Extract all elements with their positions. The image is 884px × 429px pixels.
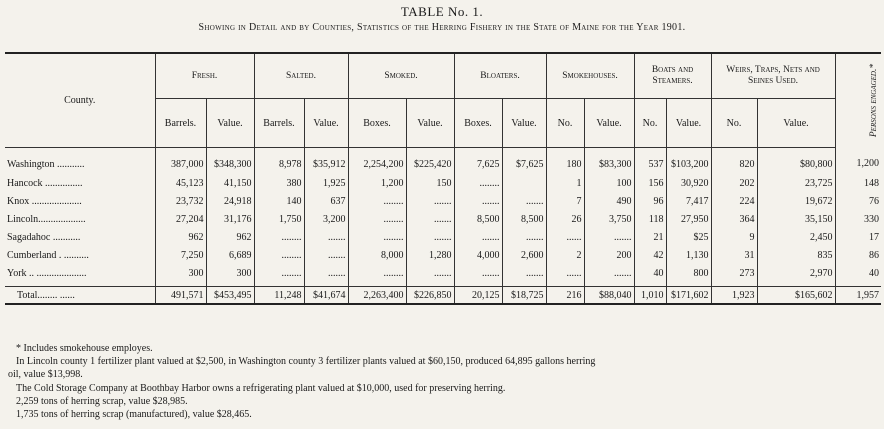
table-cell: 2,254,200 [348, 148, 406, 175]
total-cell: 216 [546, 287, 584, 305]
table-cell: 40 [634, 264, 666, 287]
total-cell: $88,040 [584, 287, 634, 305]
table-cell: ....... [584, 264, 634, 287]
table-cell: ....... [406, 228, 454, 246]
table-cell: 330 [835, 210, 881, 228]
group-header-boats: Boats and Steamers. [634, 53, 711, 99]
table-cell: ........ [454, 174, 502, 192]
table-cell: 300 [206, 264, 254, 287]
total-cell: $18,725 [502, 287, 546, 305]
table-cell: 31,176 [206, 210, 254, 228]
table-cell: 835 [757, 246, 835, 264]
table-cell: 100 [584, 174, 634, 192]
table-cell: 27,204 [155, 210, 206, 228]
table-cell: 45,123 [155, 174, 206, 192]
table-cell: 1,925 [304, 174, 348, 192]
total-cell: 1,923 [711, 287, 757, 305]
table-cell: ....... [406, 264, 454, 287]
table-cell: 273 [711, 264, 757, 287]
total-cell: 2,263,400 [348, 287, 406, 305]
persons-header [835, 53, 881, 148]
table-cell: 820 [711, 148, 757, 175]
table-cell: 180 [546, 148, 584, 175]
table-cell: 23,725 [757, 174, 835, 192]
table-cell: 7,625 [454, 148, 502, 175]
table-cell: 31 [711, 246, 757, 264]
table-cell: 3,200 [304, 210, 348, 228]
table-cell: 7 [546, 192, 584, 210]
table-row [5, 174, 881, 192]
table-cell: 380 [254, 174, 304, 192]
county-name: Hancock ............... [7, 177, 83, 189]
herring-statistics-table [5, 52, 881, 305]
table-subtitle: Showing in Detail and by Counties, Statistics of the Herring Fishery in the State of Maine for the Year 1901. [198, 22, 686, 33]
table-cell: ....... [304, 246, 348, 264]
table-cell: 40 [835, 264, 881, 287]
table-cell: ........ [254, 246, 304, 264]
table-cell: 7,417 [666, 192, 711, 210]
table-cell: $103,200 [666, 148, 711, 175]
table-cell: 96 [634, 192, 666, 210]
table-cell: 8,978 [254, 148, 304, 175]
header-group-row [5, 53, 881, 99]
table-cell: 6,689 [206, 246, 254, 264]
table-cell: ...... [546, 228, 584, 246]
table-cell: 2,600 [502, 246, 546, 264]
table-cell: $348,300 [206, 148, 254, 175]
table-cell: 26 [546, 210, 584, 228]
table-cell [502, 174, 546, 192]
county-name: York .. .................... [7, 267, 87, 279]
col-header: Value. [666, 99, 711, 148]
total-label: Total........ ...... [5, 287, 155, 305]
table-cell: $25 [666, 228, 711, 246]
table-cell: ........ [348, 228, 406, 246]
group-header-smoked: Smoked. [348, 53, 454, 99]
footnote: The Cold Storage Company at Boothbay Harbor owns a refrigerating plant valued at $10,000, used for preserving herring. [16, 382, 506, 394]
table-cell: ....... [304, 228, 348, 246]
col-header: Boxes. [348, 99, 406, 148]
total-cell: $453,495 [206, 287, 254, 305]
group-header-weirs: Weirs, Traps, Nets and Seines Used. [711, 53, 835, 99]
total-cell: $171,602 [666, 287, 711, 305]
group-header-bloaters: Bloaters. [454, 53, 546, 99]
col-header: Value. [502, 99, 546, 148]
total-cell: 1,010 [634, 287, 666, 305]
group-header-smokehouses: Smokehouses. [546, 53, 634, 99]
col-header: Barrels. [155, 99, 206, 148]
table-cell: 962 [206, 228, 254, 246]
group-header-salted: Salted. [254, 53, 348, 99]
table-cell: 24,918 [206, 192, 254, 210]
table-cell: ....... [454, 228, 502, 246]
footnote: oil, value $13,998. [8, 369, 83, 381]
table-cell: 140 [254, 192, 304, 210]
total-row [5, 287, 881, 305]
table-cell: ....... [502, 264, 546, 287]
total-cell: 20,125 [454, 287, 502, 305]
table-row [5, 228, 881, 246]
table-cell: ........ [254, 228, 304, 246]
table-row [5, 192, 881, 210]
total-cell: 11,248 [254, 287, 304, 305]
table-cell: 9 [711, 228, 757, 246]
table-cell: 224 [711, 192, 757, 210]
table-cell: 17 [835, 228, 881, 246]
table-cell: ....... [502, 228, 546, 246]
table-cell: ....... [584, 228, 634, 246]
table-cell: 637 [304, 192, 348, 210]
table-cell: ....... [502, 192, 546, 210]
table-cell: ...... [546, 264, 584, 287]
table-cell: ....... [454, 192, 502, 210]
table-cell: $83,300 [584, 148, 634, 175]
table-row [5, 264, 881, 287]
group-header-fresh: Fresh. [155, 53, 254, 99]
total-cell: 1,957 [835, 287, 881, 305]
table-cell: 23,732 [155, 192, 206, 210]
table-cell: $7,625 [502, 148, 546, 175]
table-cell: 2 [546, 246, 584, 264]
total-cell: $226,850 [406, 287, 454, 305]
table-cell: 42 [634, 246, 666, 264]
table-cell: ....... [454, 264, 502, 287]
col-header: No. [634, 99, 666, 148]
table-cell: ........ [348, 192, 406, 210]
table-cell: 800 [666, 264, 711, 287]
footnote: 2,259 tons of herring scrap, value $28,985. [16, 395, 188, 407]
table-cell: 8,500 [454, 210, 502, 228]
table-cell: 21 [634, 228, 666, 246]
col-header: Value. [406, 99, 454, 148]
table-cell: 86 [835, 246, 881, 264]
table-cell: 76 [835, 192, 881, 210]
table-cell: 300 [155, 264, 206, 287]
col-header: No. [711, 99, 757, 148]
table-cell: 1,750 [254, 210, 304, 228]
table-cell: 2,970 [757, 264, 835, 287]
table-row [5, 246, 881, 264]
total-cell: $165,602 [757, 287, 835, 305]
footnote: 1,735 tons of herring scrap (manufactured), value $28,465. [16, 409, 252, 421]
table-cell: 19,672 [757, 192, 835, 210]
col-header: Value. [206, 99, 254, 148]
table-body [5, 148, 881, 287]
table-cell: 4,000 [454, 246, 502, 264]
county-name: Washington ........... [7, 158, 85, 170]
table-cell: ........ [348, 264, 406, 287]
table-cell: $35,912 [304, 148, 348, 175]
table-cell: 41,150 [206, 174, 254, 192]
table-cell: 7,250 [155, 246, 206, 264]
table-cell: 148 [835, 174, 881, 192]
persons-label: Persons engaged.* [868, 64, 879, 138]
table-cell: 2,450 [757, 228, 835, 246]
county-name: Cumberland . .......... [7, 249, 89, 261]
table-cell: 30,920 [666, 174, 711, 192]
table-cell: 387,000 [155, 148, 206, 175]
table-cell: 35,150 [757, 210, 835, 228]
table-cell: 1 [546, 174, 584, 192]
total-cell: $41,674 [304, 287, 348, 305]
table-cell: 156 [634, 174, 666, 192]
county-header: County. [5, 53, 155, 148]
table-cell: $80,800 [757, 148, 835, 175]
table-row [5, 210, 881, 228]
table-cell: 537 [634, 148, 666, 175]
col-header: Value. [757, 99, 835, 148]
table-cell: 1,200 [835, 148, 881, 175]
table-cell: ....... [406, 210, 454, 228]
table-cell: 364 [711, 210, 757, 228]
table-cell: ........ [254, 264, 304, 287]
table-cell: 150 [406, 174, 454, 192]
table-cell: ........ [348, 210, 406, 228]
table-cell: 490 [584, 192, 634, 210]
county-name: Sagadahoc ........... [7, 231, 81, 243]
footnote: In Lincoln county 1 fertilizer plant valued at $2,500, in Washington county 3 fertilizer plants valued at $60,150, produced 64,895 gallons herring [16, 356, 596, 368]
table-cell: 962 [155, 228, 206, 246]
table-cell: ....... [304, 264, 348, 287]
table-cell: 1,280 [406, 246, 454, 264]
table-cell: 202 [711, 174, 757, 192]
table-cell: 1,200 [348, 174, 406, 192]
table-cell: 3,750 [584, 210, 634, 228]
table-cell: 27,950 [666, 210, 711, 228]
col-header: Boxes. [454, 99, 502, 148]
table-title: TABLE No. 1. [400, 4, 484, 19]
col-header: Barrels. [254, 99, 304, 148]
county-name: Lincoln................... [7, 213, 86, 225]
footnotes [8, 342, 878, 421]
table-cell: $225,420 [406, 148, 454, 175]
total-cell: 491,571 [155, 287, 206, 305]
col-header: No. [546, 99, 584, 148]
col-header: Value. [304, 99, 348, 148]
table-cell: 200 [584, 246, 634, 264]
table-cell: 8,000 [348, 246, 406, 264]
table-cell: 8,500 [502, 210, 546, 228]
table-cell: 1,130 [666, 246, 711, 264]
table-row [5, 148, 881, 175]
col-header: Value. [584, 99, 634, 148]
table-cell: 118 [634, 210, 666, 228]
county-name: Knox .................... [7, 195, 82, 207]
table-cell: ....... [406, 192, 454, 210]
footnote: * Includes smokehouse employes. [16, 343, 153, 354]
